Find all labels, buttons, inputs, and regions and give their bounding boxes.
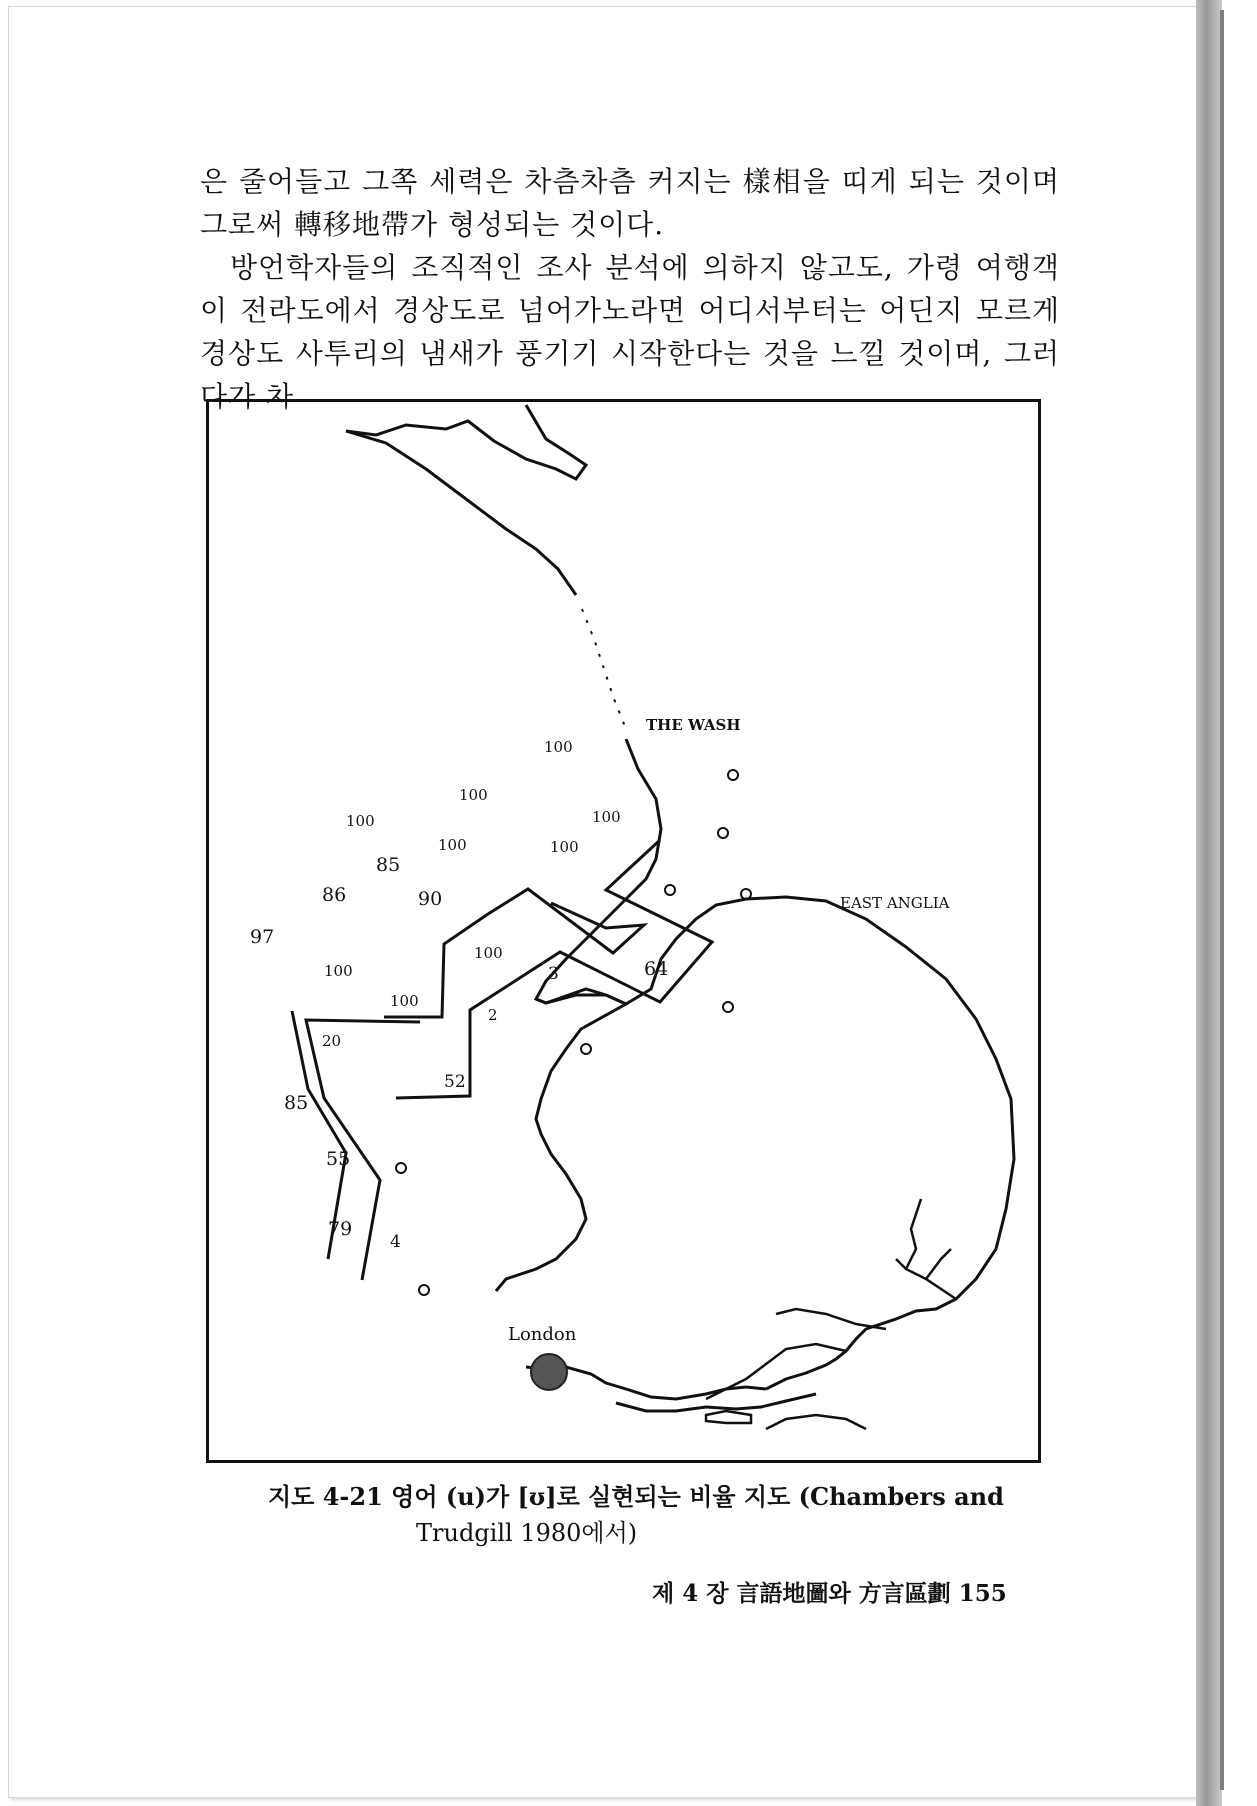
- value-label: 90: [418, 888, 443, 910]
- value-label: 3: [548, 964, 559, 984]
- value-label: 2: [488, 1006, 498, 1024]
- label-london: London: [508, 1324, 577, 1345]
- value-label: 97: [250, 926, 275, 948]
- value-label: 100: [544, 738, 573, 756]
- value-label: 79: [328, 1218, 353, 1240]
- paragraph-1: 은 줄어들고 그쪽 세력은 차츰차츰 커지는 樣相을 띠게 되는 것이며 그로써 轉移地帶가 형성되는 것이다.: [200, 165, 1060, 241]
- value-label: 4: [390, 1232, 401, 1252]
- isogloss-west: [306, 1020, 420, 1280]
- caption-line-2: Trudgill 1980에서): [416, 1519, 638, 1547]
- paragraph-2: 방언학자들의 조직적인 조사 분석에 의하지 않고도, 가령 여행객이 전라도에서 경상도로 넘어가노라면 어디서부터는 어딘지 모르게 경상도 사투리의 냄새가 풍기기 시작한다는 것을 느낄 것이며, 그러다가 차: [200, 251, 1060, 413]
- value-label: 100: [346, 812, 375, 830]
- value-label: 100: [592, 808, 621, 826]
- value-label: 52: [444, 1072, 466, 1092]
- value-label: 100: [459, 786, 488, 804]
- value-label: 100: [474, 944, 503, 962]
- value-label: 100: [390, 992, 419, 1010]
- value-label: 55: [326, 1148, 351, 1170]
- caption-line-1: 지도 4-21 영어 (u)가 [ʊ]로 실현되는 비율 지도 (Chambers and: [268, 1482, 1004, 1511]
- label-the-wash: THE WASH: [646, 716, 741, 734]
- value-label: 86: [322, 884, 347, 906]
- value-label: 64: [644, 958, 669, 980]
- isogloss-main: [396, 840, 712, 1098]
- label-east-anglia: EAST ANGLIA: [840, 894, 950, 912]
- value-label: 85: [376, 854, 401, 876]
- running-head: 제 4 장 言語地圖와 方言區劃 155: [652, 1580, 1007, 1607]
- figure-caption: [268, 1478, 1048, 1552]
- value-label: 85: [284, 1092, 309, 1114]
- value-label: 100: [324, 962, 353, 980]
- value-label: 100: [550, 838, 579, 856]
- value-label: 100: [438, 836, 467, 854]
- value-label: 20: [322, 1032, 342, 1050]
